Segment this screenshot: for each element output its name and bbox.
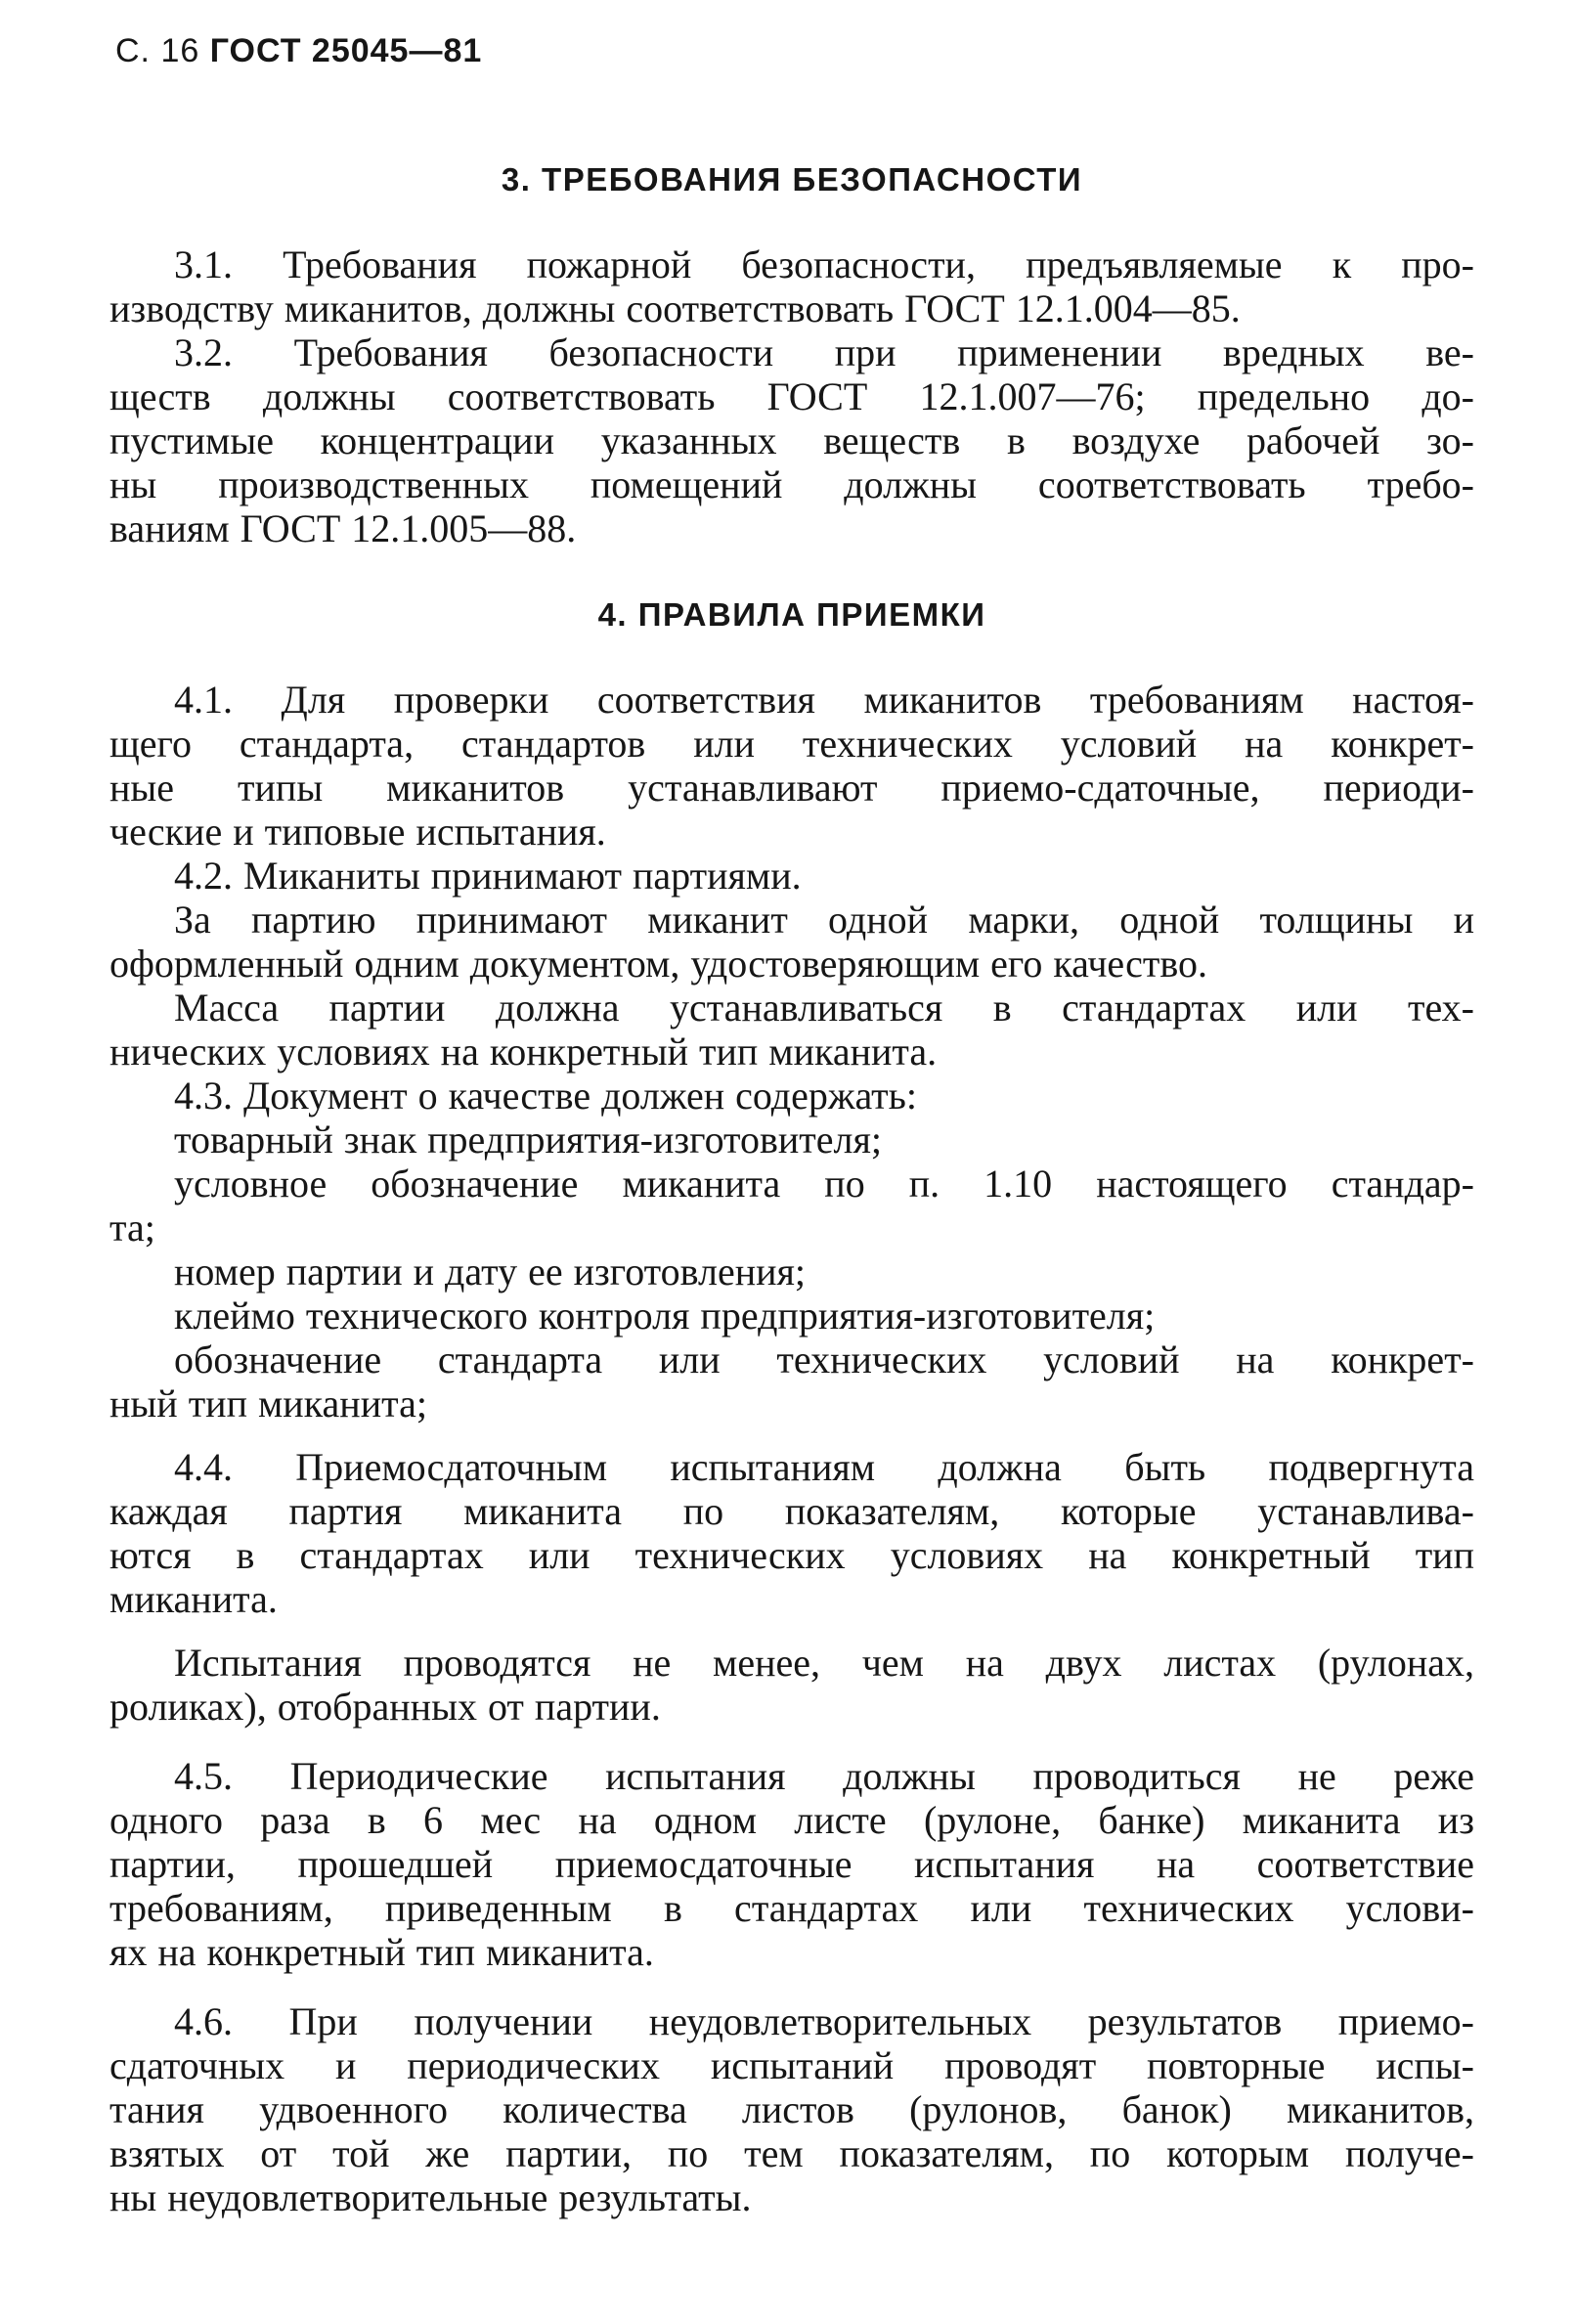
text-line: 4.5. Периодические испытания должны проводиться не реже bbox=[174, 1754, 1474, 1798]
text-line: ны производственных помещений должны соответствовать требо- bbox=[109, 462, 1474, 506]
text-line: За партию принимают миканит одной марки, одной толщины и bbox=[174, 898, 1474, 942]
text-line: обозначение стандарта или технических условий на конкрет- bbox=[174, 1337, 1474, 1381]
text-line: ществ должны соответствовать ГОСТ 12.1.007—76; предельно до- bbox=[109, 374, 1474, 418]
running-header bbox=[115, 29, 1474, 72]
clause-4-6 bbox=[109, 1999, 1474, 2219]
clause-4-2-lot bbox=[109, 898, 1474, 986]
text-line: изводству миканитов, должны соответствовать ГОСТ 12.1.004—85. bbox=[109, 286, 1241, 330]
text-line: ваниям ГОСТ 12.1.005—88. bbox=[109, 506, 577, 550]
text-line: ны неудовлетворительные результаты. bbox=[109, 2175, 752, 2219]
clause-4-3-item-lot-number: номер партии и дату ее изготовления; bbox=[174, 1250, 807, 1294]
clause-4-3-item-standard bbox=[109, 1337, 1474, 1425]
clause-4-3-item-designation bbox=[109, 1162, 1474, 1250]
text-line: миканита. bbox=[109, 1577, 278, 1621]
clause-4-2-mass bbox=[109, 986, 1474, 1074]
clause-4-2: 4.2. Миканиты принимают партиями. bbox=[174, 854, 802, 898]
text-line: роликах), отобранных от партии. bbox=[109, 1685, 661, 1729]
clause-4-3-item-trademark: товарный знак предприятия-изготовителя; bbox=[174, 1118, 882, 1162]
text-line: ческие и типовые испытания. bbox=[109, 810, 606, 854]
text-line: та; bbox=[109, 1206, 155, 1250]
text-line: 4.1. Для проверки соответствия миканитов требованиям настоя- bbox=[174, 678, 1474, 722]
text-line: 4.4. Приемосдаточным испытаниям должна быть подвергнута bbox=[174, 1445, 1474, 1489]
text-line: пустимые концентрации указанных веществ в воздухе рабочей зо- bbox=[109, 418, 1474, 462]
text-line: 3.2. Требования безопасности при применении вредных ве- bbox=[174, 330, 1474, 374]
text-line: Испытания проводятся не менее, чем на двух листах (рулонах, bbox=[174, 1641, 1474, 1685]
clause-4-3-item-stamp: клеймо технического контроля предприятия-изготовителя; bbox=[174, 1294, 1156, 1337]
text-line: оформленный одним документом, удостоверяющим его качество. bbox=[109, 942, 1208, 986]
clause-4-1 bbox=[109, 678, 1474, 854]
text-line: ные типы миканитов устанавливают приемо-сдаточные, периоди- bbox=[109, 766, 1474, 810]
document-page bbox=[109, 29, 1474, 2219]
text-line: нических условиях на конкретный тип миканита. bbox=[109, 1030, 938, 1074]
clause-4-5 bbox=[109, 1754, 1474, 1974]
clause-3-2 bbox=[109, 330, 1474, 550]
text-line: ный тип миканита; bbox=[109, 1381, 427, 1425]
text-line: взятых от той же партии, по тем показателям, по которым получе- bbox=[109, 2131, 1474, 2175]
text-line: щего стандарта, стандартов или технических условий на конкрет- bbox=[109, 722, 1474, 766]
text-line: 3.1. Требования пожарной безопасности, предъявляемые к про- bbox=[174, 242, 1474, 286]
text-line: требованиям, приведенным в стандартах или технических услови- bbox=[109, 1886, 1474, 1930]
page-number: С. 16 bbox=[115, 32, 200, 69]
text-line: Масса партии должна устанавливаться в стандартах или тех- bbox=[174, 986, 1474, 1030]
clause-4-3: 4.3. Документ о качестве должен содержать: bbox=[174, 1074, 918, 1118]
text-line: 4.6. При получении неудовлетворительных результатов приемо- bbox=[174, 1999, 1474, 2043]
clause-4-4-tests bbox=[109, 1641, 1474, 1729]
text-line: сдаточных и периодических испытаний проводят повторные испы- bbox=[109, 2043, 1474, 2087]
text-line: условное обозначение миканита по п. 1.10 настоящего стандар- bbox=[174, 1162, 1474, 1206]
text-line: ются в стандартах или технических условиях на конкретный тип bbox=[109, 1533, 1474, 1577]
text-line: одного раза в 6 мес на одном листе (рулоне, банке) миканита из bbox=[109, 1798, 1474, 1842]
section-4-heading: 4. ПРАВИЛА ПРИЕМКИ bbox=[597, 596, 986, 633]
text-line: каждая партия миканита по показателям, которые устанавлива- bbox=[109, 1489, 1474, 1533]
section-3-heading: 3. ТРЕБОВАНИЯ БЕЗОПАСНОСТИ bbox=[501, 161, 1083, 197]
clause-3-1 bbox=[109, 242, 1474, 330]
text-line: партии, прошедшей приемосдаточные испытания на соответствие bbox=[109, 1842, 1474, 1886]
text-line: ях на конкретный тип миканита. bbox=[109, 1930, 654, 1974]
document-code: ГОСТ 25045—81 bbox=[209, 32, 483, 69]
clause-4-4 bbox=[109, 1445, 1474, 1621]
text-line: тания удвоенного количества листов (рулонов, банок) миканитов, bbox=[109, 2087, 1474, 2131]
